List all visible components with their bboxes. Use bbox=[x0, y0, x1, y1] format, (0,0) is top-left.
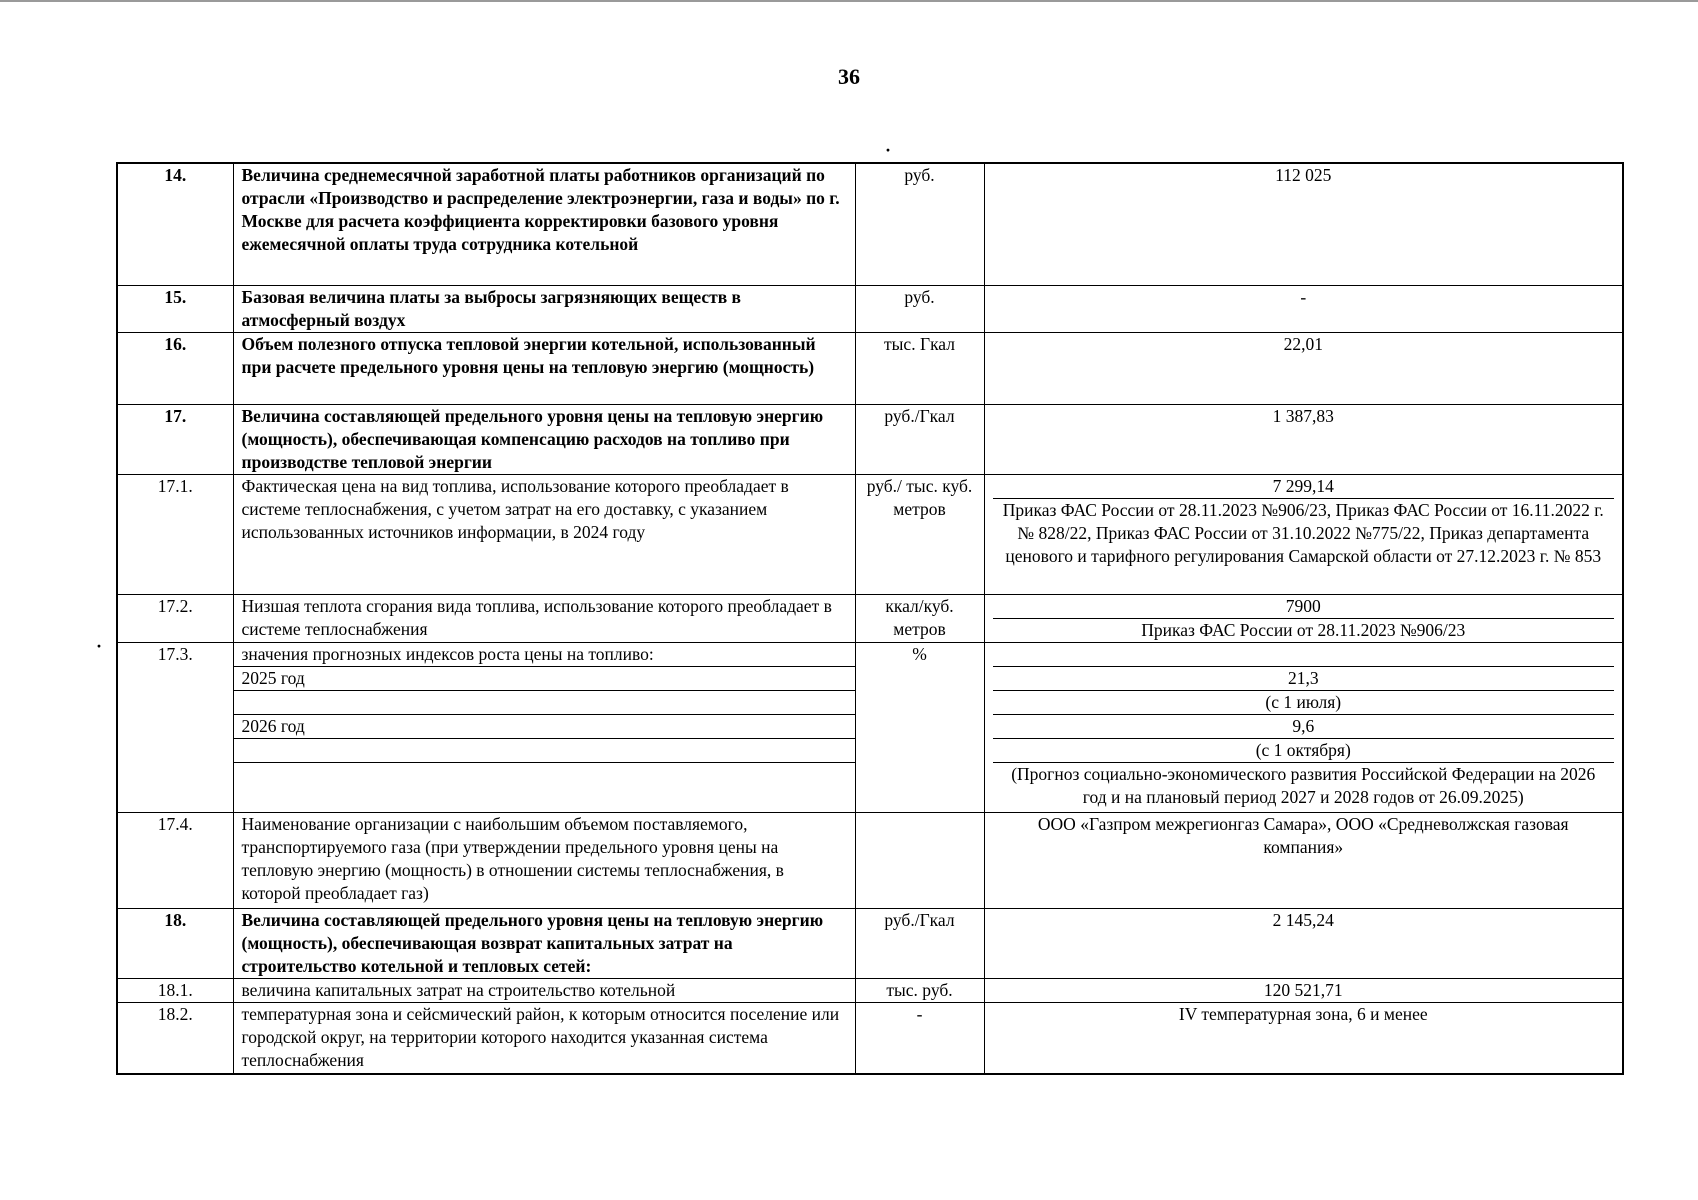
row-description: Величина составляющей предельного уровня цены на тепловую энергию (мощность), обеспечивающая компенсацию расходов на топливо при производстве тепловой энергии bbox=[233, 404, 855, 474]
row-unit: - bbox=[855, 1002, 984, 1074]
row-value: ООО «Газпром межрегионгаз Самара», ООО «Средневолжская газовая компания» bbox=[984, 812, 1623, 908]
row-value: 120 521,71 bbox=[984, 978, 1623, 1002]
row-unit: руб. bbox=[855, 163, 984, 285]
row-number: 17.3. bbox=[117, 642, 233, 812]
table-row bbox=[117, 163, 1623, 285]
row-number: 18.2. bbox=[117, 1002, 233, 1074]
empty-subrow bbox=[993, 643, 1615, 667]
row-value: 7900 bbox=[993, 595, 1615, 619]
table-row bbox=[117, 404, 1623, 474]
row-unit: тыс. руб. bbox=[855, 978, 984, 1002]
row-unit: руб./Гкал bbox=[855, 404, 984, 474]
row-number: 18. bbox=[117, 908, 233, 978]
table-row bbox=[117, 332, 1623, 404]
table-row bbox=[117, 285, 1623, 332]
row-unit: руб./Гкал bbox=[855, 908, 984, 978]
row-value: IV температурная зона, 6 и менее bbox=[984, 1002, 1623, 1074]
row-value: 1 387,83 bbox=[984, 404, 1623, 474]
tariff-parameters-table bbox=[116, 162, 1624, 1075]
row-number: 17. bbox=[117, 404, 233, 474]
year-label-2026: 2026 год bbox=[234, 715, 855, 739]
row-value: 7 299,14 bbox=[993, 475, 1615, 499]
row-description-cell bbox=[233, 642, 855, 812]
row-unit bbox=[855, 812, 984, 908]
value-2026: 9,6 bbox=[993, 715, 1615, 739]
row-value: 22,01 bbox=[984, 332, 1623, 404]
row-description: величина капитальных затрат на строительство котельной bbox=[233, 978, 855, 1002]
scan-speck: · bbox=[885, 140, 892, 160]
row-description: Фактическая цена на вид топлива, использование которого преобладает в системе теплоснабжения, с учетом затрат на его доставку, с указанием использованных источников информации, в 2024 году bbox=[233, 474, 855, 594]
note-2026: (с 1 октября) bbox=[993, 739, 1615, 763]
scan-speck: · bbox=[96, 636, 103, 656]
row-value-cell bbox=[984, 594, 1623, 642]
note-2025: (с 1 июля) bbox=[993, 691, 1615, 715]
table-row bbox=[117, 1002, 1623, 1074]
row-value-cell bbox=[984, 642, 1623, 812]
row-source: Приказ ФАС России от 28.11.2023 №906/23, Приказ ФАС России от 16.11.2022 г. № 828/22, Приказ ФАС России от 31.10.2022 №775/22, Приказ департамента ценового и тарифного регулирования Самарской области от 27.12.2023 г. № 853 bbox=[1002, 499, 1604, 566]
row-unit: руб. bbox=[855, 285, 984, 332]
table-row bbox=[117, 594, 1623, 642]
empty-subrow bbox=[234, 739, 855, 763]
row-unit: руб./ тыс. куб. метров bbox=[855, 474, 984, 594]
row-number: 14. bbox=[117, 163, 233, 285]
row-number: 17.2. bbox=[117, 594, 233, 642]
empty-subrow bbox=[234, 691, 855, 715]
row-value-cell bbox=[984, 474, 1623, 594]
row-description: значения прогнозных индексов роста цены на топливо: bbox=[234, 643, 855, 667]
row-number: 16. bbox=[117, 332, 233, 404]
table-row bbox=[117, 642, 1623, 812]
row-number: 15. bbox=[117, 285, 233, 332]
row-description: Базовая величина платы за выбросы загрязняющих веществ в атмосферный воздух bbox=[233, 285, 855, 332]
row-unit: % bbox=[855, 642, 984, 812]
row-value: - bbox=[984, 285, 1623, 332]
empty-subrow bbox=[234, 763, 855, 809]
table-row bbox=[117, 812, 1623, 908]
row-description: температурная зона и сейсмический район, к которым относится поселение или городской округ, на территории которого находится указанная система теплоснабжения bbox=[233, 1002, 855, 1074]
row-source: Приказ ФАС России от 28.11.2023 №906/23 bbox=[1141, 619, 1466, 640]
value-2025: 21,3 bbox=[993, 667, 1615, 691]
table-row bbox=[117, 908, 1623, 978]
page-number: 36 bbox=[838, 64, 860, 89]
row-value: 2 145,24 bbox=[984, 908, 1623, 978]
row-unit: тыс. Гкал bbox=[855, 332, 984, 404]
row-description: Наименование организации с наибольшим объемом поставляемого, транспортируемого газа (при утверждении предельного уровня цены на тепловую энергию (мощность) в отношении системы теплоснабжения, в которой преобладает газ) bbox=[233, 812, 855, 908]
row-value: 112 025 bbox=[984, 163, 1623, 285]
row-description: Низшая теплота сгорания вида топлива, использование которого преобладает в системе теплоснабжения bbox=[233, 594, 855, 642]
scan-edge-line bbox=[0, 0, 1698, 2]
row-number: 18.1. bbox=[117, 978, 233, 1002]
row-unit: ккал/куб. метров bbox=[855, 594, 984, 642]
row-number: 17.4. bbox=[117, 812, 233, 908]
row-description: Величина среднемесячной заработной платы работников организаций по отрасли «Производство и распределение электроэнергии, газа и воды» по г. Москве для расчета коэффициента корректировки базового уровня ежемесячной оплаты труда сотрудника котельной bbox=[233, 163, 855, 285]
table-row bbox=[117, 978, 1623, 1002]
row-description: Объем полезного отпуска тепловой энергии котельной, использованный при расчете предельного уровня цены на тепловую энергию (мощность) bbox=[233, 332, 855, 404]
table-row bbox=[117, 474, 1623, 594]
row-source: (Прогноз социально-экономического развития Российской Федерации на 2026 год и на плановый период 2027 и 2028 годов от 26.09.2025) bbox=[1011, 763, 1596, 807]
row-number: 17.1. bbox=[117, 474, 233, 594]
year-label-2025: 2025 год bbox=[234, 667, 855, 691]
row-description: Величина составляющей предельного уровня цены на тепловую энергию (мощность), обеспечивающая возврат капитальных затрат на строительство котельной и тепловых сетей: bbox=[233, 908, 855, 978]
